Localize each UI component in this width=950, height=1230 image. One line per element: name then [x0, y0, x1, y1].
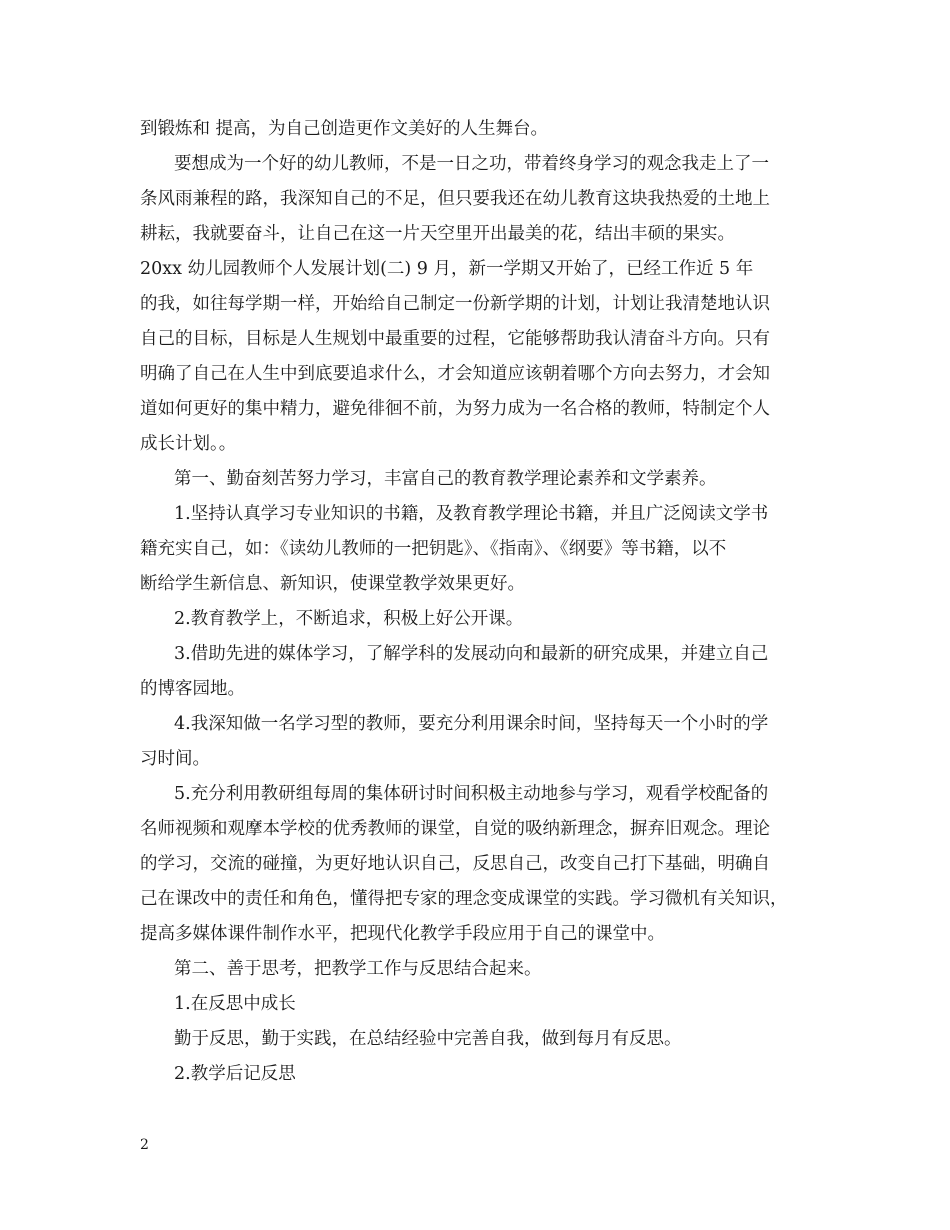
text-line: 的我，如往每学期一样，开始给自己制定一份新学期的计划，计划让我清楚地认识: [140, 294, 770, 314]
document-body: [140, 112, 820, 1092]
text-line: 第二、善于思考，把教学工作与反思结合起来。: [174, 959, 542, 979]
text-line: 明确了自己在人生中到底要追求什么，才会知道应该朝着哪个方向去努力，才会知: [140, 364, 770, 384]
text-line: 20xx 幼儿园教师个人发展计划(二) 9 月，新一学期又开始了，已经工作近 5 年: [140, 259, 754, 279]
text-line: 籍充实自己，如：《读幼儿教师的一把钥匙》、《指南》、《纲要》等书籍，以不: [140, 539, 727, 559]
text-line: 耕耘，我就要奋斗，让自己在这一片天空里开出最美的花，结出丰硕的果实。: [140, 224, 735, 244]
text-line: 要想成为一个好的幼儿教师，不是一日之功，带着终身学习的观念我走上了一: [174, 154, 769, 174]
text-line: 的学习，交流的碰撞，为更好地认识自己，反思自己，改变自己打下基础，明确自: [140, 854, 770, 874]
text-line: 自己的目标，目标是人生规划中最重要的过程，它能够帮助我认清奋斗方向。只有: [140, 329, 770, 349]
text-line: 名师视频和观摩本学校的优秀教师的课堂，自觉的吸纳新理念，摒弃旧观念。理论: [140, 819, 770, 839]
page-number: 2: [140, 1137, 149, 1153]
text-line: 道如何更好的集中精力，避免徘徊不前，为努力成为一名合格的教师，特制定个人: [140, 399, 770, 419]
text-line: 4.我深知做一名学习型的教师，要充分利用课余时间，坚持每天一个小时的学: [174, 714, 769, 734]
text-line: 断给学生新信息、新知识，使课堂教学效果更好。: [140, 574, 525, 594]
text-line: 2.教育教学上，不断追求，积极上好公开课。: [174, 609, 524, 629]
text-line: 5.充分利用教研组每周的集体研讨时间积极主动地参与学习，观看学校配备的: [174, 784, 769, 804]
text-line: 第一、勤奋刻苦努力学习，丰富自己的教育教学理论素养和文学素养。: [174, 469, 717, 489]
text-line: 2.教学后记反思: [174, 1064, 296, 1084]
text-line: 习时间。: [140, 749, 210, 769]
text-line: 条风雨兼程的路，我深知自己的不足，但只要我还在幼儿教育这块我热爱的土地上: [140, 189, 770, 209]
text-line: 3.借助先进的媒体学习，了解学科的发展动向和最新的研究成果，并建立自己: [174, 644, 769, 664]
text-line: 到锻炼和 提高，为自己创造更作文美好的人生舞台。: [140, 119, 549, 139]
text-line: 1.坚持认真学习专业知识的书籍，及教育教学理论书籍，并且广泛阅读文学书: [174, 504, 769, 524]
text-line: 己在课改中的责任和角色，懂得把专家的理念变成课堂的实践。学习微机有关知识，: [140, 889, 788, 909]
text-line: 勤于反思，勤于实践，在总结经验中完善自我，做到每月有反思。: [174, 1029, 682, 1049]
text-line: 提高多媒体课件制作水平，把现代化教学手段应用于自己的课堂中。: [140, 924, 665, 944]
text-line: 的博客园地。: [140, 679, 245, 699]
text-line: 成长计划。。: [140, 434, 237, 454]
text-line: 1.在反思中成长: [174, 994, 296, 1014]
